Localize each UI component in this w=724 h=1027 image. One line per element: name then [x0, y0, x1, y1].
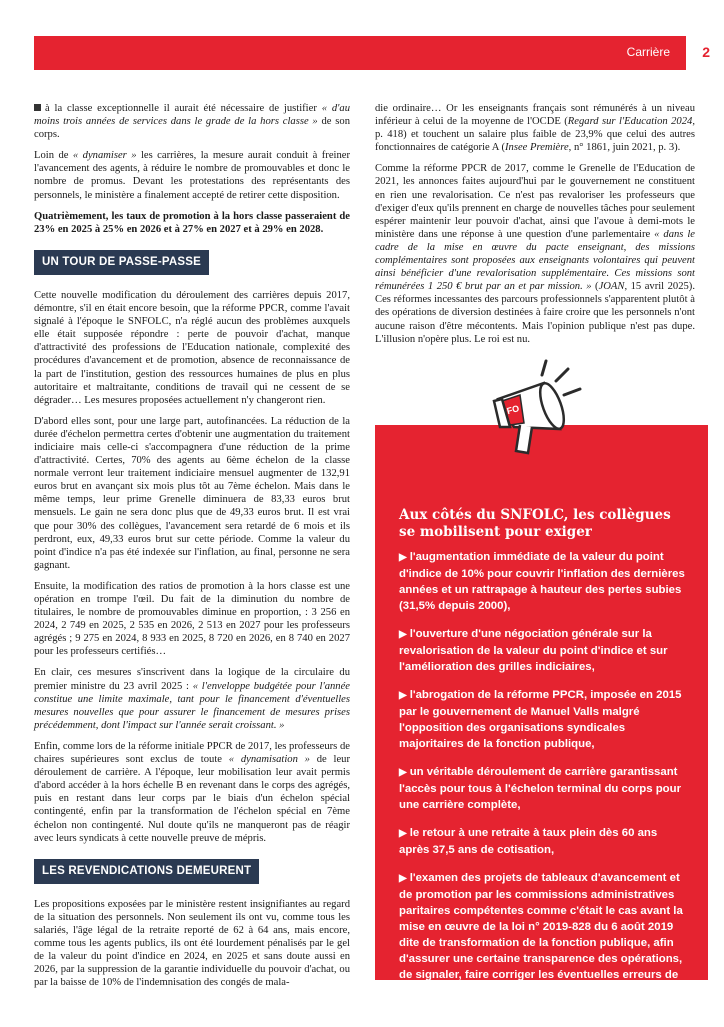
section-heading-tour: UN TOUR DE PASSE-PASSE: [34, 250, 209, 275]
paragraph-cette: Cette nouvelle modification du déroulement des carrières depuis 2017, démontre, s'il en était encore besoin, que la réforme PPCR, comme l'avait signalé à l'époque le SNFOLC, n'a réglé aucun des problèmes auxquels elle était supposée répondre : perte de pouvoir d'achat, manque d'attractivité des professions de l'Education nationale, complexité des procédures d'avancement et de promotion, absence de reconnaissance de la part de l'institution, gestion des ressources humaines de plus en plus autoritaire et maltraitante, conditions de travail qui ne cessent de se dégrader… Les mesures proposées actuellement n'y changeront rien.: [34, 289, 350, 406]
triangle-bullet-icon: ▶: [399, 690, 407, 701]
demands-callout-box: [375, 425, 708, 1013]
megaphone-icon: [480, 355, 590, 465]
paragraph-propositions: Les propositions exposées par le ministère restent insignifiantes au regard de la situation des personnels. Non seulement ils ont vu, comme tous les salariés, l'âge légal de la retraite reporté de 62 à 64 ans, mais encore, comme tous les agents publics, ils ont été lourdement pénalisés par le gel de la valeur du point d'indice en 2024, en 2025 et sans doute aussi en 2026, par la suppression de la garantie individuelle du pouvoir d'achat, ou par la baisse de 10% de l'indemnisation des congés de mala-: [34, 898, 350, 989]
page-header-bar: [34, 36, 724, 70]
demands-list: [399, 549, 689, 1027]
section-title: Carrière: [626, 45, 670, 59]
triangle-bullet-icon: ▶: [399, 629, 407, 640]
demand-item: ▶ l'ouverture d'une négociation générale sur la revalorisation de la valeur du point d'indice et sur l'amélioration des grilles indiciaires,: [399, 628, 668, 673]
demand-item: ▶ l'augmentation immédiate de la valeur du point d'indice de 10% pour couvrir l'inflation des dernières années et un rattrapage à hauteur des pertes subies (31,5% depuis 2000),: [399, 551, 685, 612]
section-heading-revendications: LES REVENDICATIONS DEMEURENT: [34, 859, 259, 884]
paragraph-enfin: Enfin, comme lors de la réforme initiale PPCR de 2017, les professeurs de chaires supérieures sont exclus de toute « dynamisation » de leur déroulement de carrière. A l'époque, leur mobilisation leur avait permis d'abord accéder à la hors échelle B en revenant dans le corps des agrégés, puis en restant dans leur corps par le biais d'un échelon spécial contingenté, enfin par la transformation de l'échelon spécial en 7ème échelon non contingenté. Nul doute qu'ils ne manqueront pas de réagir avec leurs syndicats à cette nouvelle preuve de mépris.: [34, 740, 350, 844]
square-bullet-icon: [34, 104, 41, 111]
triangle-bullet-icon: ▶: [399, 873, 407, 884]
callout-title: Aux côtés du SNFOLC, les collègues se mobilisent pour exiger: [399, 507, 671, 540]
paragraph-loin: Loin de « dynamiser » les carrières, la mesure aurait conduit à freiner l'avancement des agents, à réduire le nombre de promouvables et donc le nombre de promus. Devant les protestations des représentants des personnels, le ministère a finalement accepté de retirer cette disposition.: [34, 150, 351, 201]
right-column: [375, 102, 695, 354]
left-column: [34, 102, 350, 997]
paragraph-continuation: die ordinaire… Or les enseignants français sont rémunérés à un niveau inférieur à celui de la moyenne de l'OCDE (Regard sur l'Education 2024, p. 418) et touchent un salaire plus faible de 23,9% que celui des autres fonctionnaires de catégorie A (Insee Première, n° 1861, juin 2021, p. 3).: [375, 103, 695, 154]
paragraph-comme: Comme la réforme PPCR de 2017, comme le Grenelle de l'Education de 2021, les annonces faites aujourd'hui par le gouvernement ne constituent en rien une revalorisation. Ce n'est pas revaloriser les professeurs que d'exiger d'eux qu'ils prennent en charge de nouvelles tâches pour seulement espérer maintenir leur pouvoir d'achat, ainsi que l'avoue à demi-mots le ministère dans une réponse à une question d'une parlementaire « dans le cadre de la mise en œuvre du pacte enseignant, des missions complémentaires sont proposées aux enseignants volontaires qui peuvent ainsi bénéficier d'une revalorisation supplémentaire. Ces missions sont rémunérées 1 250 € brut par an et par mission. » (JOAN, 15 avril 2025). Ces réformes incessantes des parcours professionnels s'apparentent plutôt à des opérations de diversion destinées à faire croire que les personnels n'ont aucune raison d'être mécontents. Mais l'opinion publique n'est pas dupe. L'illusion n'opère plus. Le roi est nu.: [375, 163, 695, 345]
demand-item: ▶ l'abrogation de la réforme PPCR, imposée en 2015 par le gouvernement de Manuel Valls malgré l'opposition des organisations syndicales majoritaires de la fonction publique,: [399, 689, 682, 750]
page-number: 2: [702, 44, 710, 60]
megaphone-logo-text: FO: [505, 403, 521, 417]
paragraph-quatriemement: Quatrièmement, les taux de promotion à la hors classe passeraient de 23% en 2025 à 25% en 2026 et à 27% en 2027 et à 29% en 2028.: [34, 210, 350, 235]
demand-item: ▶ un véritable déroulement de carrière garantissant l'accès pour tous à l'échelon terminal du corps pour une carrière complète,: [399, 766, 682, 811]
triangle-bullet-icon: ▶: [399, 828, 407, 839]
paragraph-intro: à la classe exceptionnelle il aurait été nécessaire de justifier « d'au moins trois années de services dans le grade de la hors classe » de son corps.: [34, 103, 351, 141]
demand-item: ▶ l'examen des projets de tableaux d'avancement et de promotion par les commissions administratives paritaires compétentes comme c'était le cas avant la mise en œuvre de la loi n° 2019-828 du 6 août 2019 dite de transformation de la fonction publique, afin d'assurer une certaine transparence des opérations, de signaler, faire corriger les éventuelles erreurs de l'administration et vérifier qu'a bien été respectée l'égalité de traitement entre tous les agents.: [399, 872, 683, 1013]
paragraph-clair: En clair, ces mesures s'inscrivent dans la logique de la circulaire du premier ministre du 23 avril 2025 : « l'enveloppe budgétée pour l'année constitue une limite maximale, tant pour le financement d'éventuelles mesures nouvelles que pour assurer le financement de mesures prises précédemment, dont l'impact sur l'année serait croissant. »: [34, 667, 351, 731]
demand-item: ▶ le retour à une retraite à taux plein dès 60 ans après 37,5 ans de cotisation,: [399, 827, 658, 856]
triangle-bullet-icon: ▶: [399, 552, 407, 563]
paragraph-abord: D'abord elles sont, pour une large part, autofinancées. La réduction de la durée d'échelon permettra certes d'obtenir une augmentation du traitement indiciaire mais celle-ci s'accompagnera d'une réduction de la prime d'attractivité. Certes, 70% des agents au 6ème échelon de la classe normale verront leur traitement indiciaire mensuel augmenter de 132,91 euros brut en avançant six mois plus tôt au 7ème échelon. Mais dans le même temps, leur prime Grenelle diminuera de 83,33 euros brut mensuels. Le gain ne sera donc plus que de 49,33 euros brut. Il est vrai que pour 30% des collègues, l'avancement sera retardé de 6 mois et ils perdront, eux, 49,33 euros brut sur cette période. Comme la valeur du point d'indice n'a pas été indexée sur l'inflation, au final, personne ne sera gagnant.: [34, 415, 350, 571]
paragraph-ensuite: Ensuite, la modification des ratios de promotion à la hors classe est une opération en trompe l'œil. Du fait de la diminution du nombre de titulaires, le nombre de promouvables diminue en proportion, : 3 256 en 2024, 2 749 en 2025, 2 535 en 2026, 2 513 en 2027 pour les professeurs agrégés ; 9 275 en 2024, 8 933 en 2025, 8 720 en 2026, en 8 740 en 2027 pour les professeurs certifiés…: [34, 580, 350, 658]
triangle-bullet-icon: ▶: [399, 767, 407, 778]
